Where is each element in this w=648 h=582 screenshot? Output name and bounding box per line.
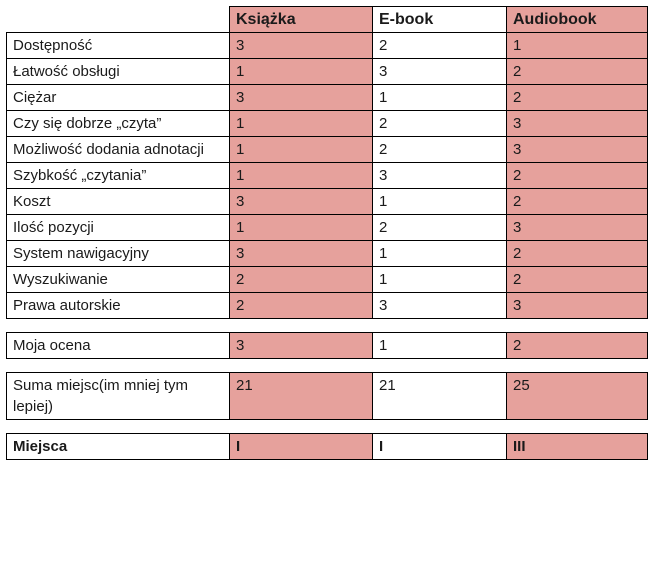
cell-ebook: 2 [373, 111, 507, 137]
row-label: Dostępność [7, 33, 230, 59]
cell-ebook: 1 [373, 267, 507, 293]
header-ebook: E-book [373, 7, 507, 33]
row-label: Koszt [7, 189, 230, 215]
cell-audiobook: 2 [507, 267, 648, 293]
row-label: Ilość pozycji [7, 215, 230, 241]
cell-ebook: 2 [373, 215, 507, 241]
cell-ebook: 2 [373, 137, 507, 163]
row-label: Miejsca [7, 434, 230, 460]
cell-audiobook: 2 [507, 241, 648, 267]
comparison-table-container [6, 6, 648, 460]
cell-ebook: 1 [373, 189, 507, 215]
cell-ebook: 3 [373, 59, 507, 85]
cell-ebook: 2 [373, 33, 507, 59]
row-label: Wyszukiwanie [7, 267, 230, 293]
sum-row [7, 373, 648, 420]
cell-audiobook: 3 [507, 293, 648, 319]
cell-book: 2 [230, 293, 373, 319]
places-row [7, 434, 648, 460]
cell-audiobook: 1 [507, 33, 648, 59]
cell-audiobook: 3 [507, 137, 648, 163]
cell-book: 1 [230, 215, 373, 241]
cell-audiobook: 3 [507, 111, 648, 137]
table-row [7, 137, 648, 163]
header-book: Książka [230, 7, 373, 33]
cell-book: 1 [230, 111, 373, 137]
table-row [7, 267, 648, 293]
cell-ebook: 1 [373, 333, 507, 359]
table-row [7, 111, 648, 137]
row-label: Prawa autorskie [7, 293, 230, 319]
cell-book: 1 [230, 59, 373, 85]
row-label: Ciężar [7, 85, 230, 111]
row-label: Łatwość obsługi [7, 59, 230, 85]
row-label: Moja ocena [7, 333, 230, 359]
cell-book: 3 [230, 241, 373, 267]
header-row [7, 7, 648, 33]
cell-ebook: I [373, 434, 507, 460]
row-label: Czy się dobrze „czyta” [7, 111, 230, 137]
table-row [7, 163, 648, 189]
my-rating-row [7, 333, 648, 359]
table-row [7, 293, 648, 319]
cell-book: 1 [230, 163, 373, 189]
cell-ebook: 1 [373, 241, 507, 267]
cell-audiobook: III [507, 434, 648, 460]
cell-book: 1 [230, 137, 373, 163]
table-row [7, 85, 648, 111]
table-row [7, 215, 648, 241]
cell-audiobook: 2 [507, 189, 648, 215]
cell-ebook: 1 [373, 85, 507, 111]
cell-audiobook: 25 [507, 373, 648, 420]
cell-audiobook: 2 [507, 163, 648, 189]
row-label: System nawigacyjny [7, 241, 230, 267]
table-row [7, 189, 648, 215]
row-label: Możliwość dodania adnotacji [7, 137, 230, 163]
cell-book: 3 [230, 33, 373, 59]
row-label: Szybkość „czytania” [7, 163, 230, 189]
cell-book: 3 [230, 333, 373, 359]
comparison-table [6, 6, 648, 460]
cell-audiobook: 3 [507, 215, 648, 241]
cell-audiobook: 2 [507, 85, 648, 111]
cell-book: 3 [230, 189, 373, 215]
row-label: Suma miejsc(im mniej tym lepiej) [7, 373, 230, 420]
table-row [7, 59, 648, 85]
cell-book: 21 [230, 373, 373, 420]
cell-ebook: 3 [373, 163, 507, 189]
table-row [7, 33, 648, 59]
header-empty [7, 7, 230, 33]
cell-book: 2 [230, 267, 373, 293]
header-audiobook: Audiobook [507, 7, 648, 33]
criteria-rows [7, 33, 648, 319]
cell-book: I [230, 434, 373, 460]
cell-audiobook: 2 [507, 333, 648, 359]
cell-book: 3 [230, 85, 373, 111]
table-row [7, 241, 648, 267]
cell-ebook: 21 [373, 373, 507, 420]
cell-audiobook: 2 [507, 59, 648, 85]
cell-ebook: 3 [373, 293, 507, 319]
